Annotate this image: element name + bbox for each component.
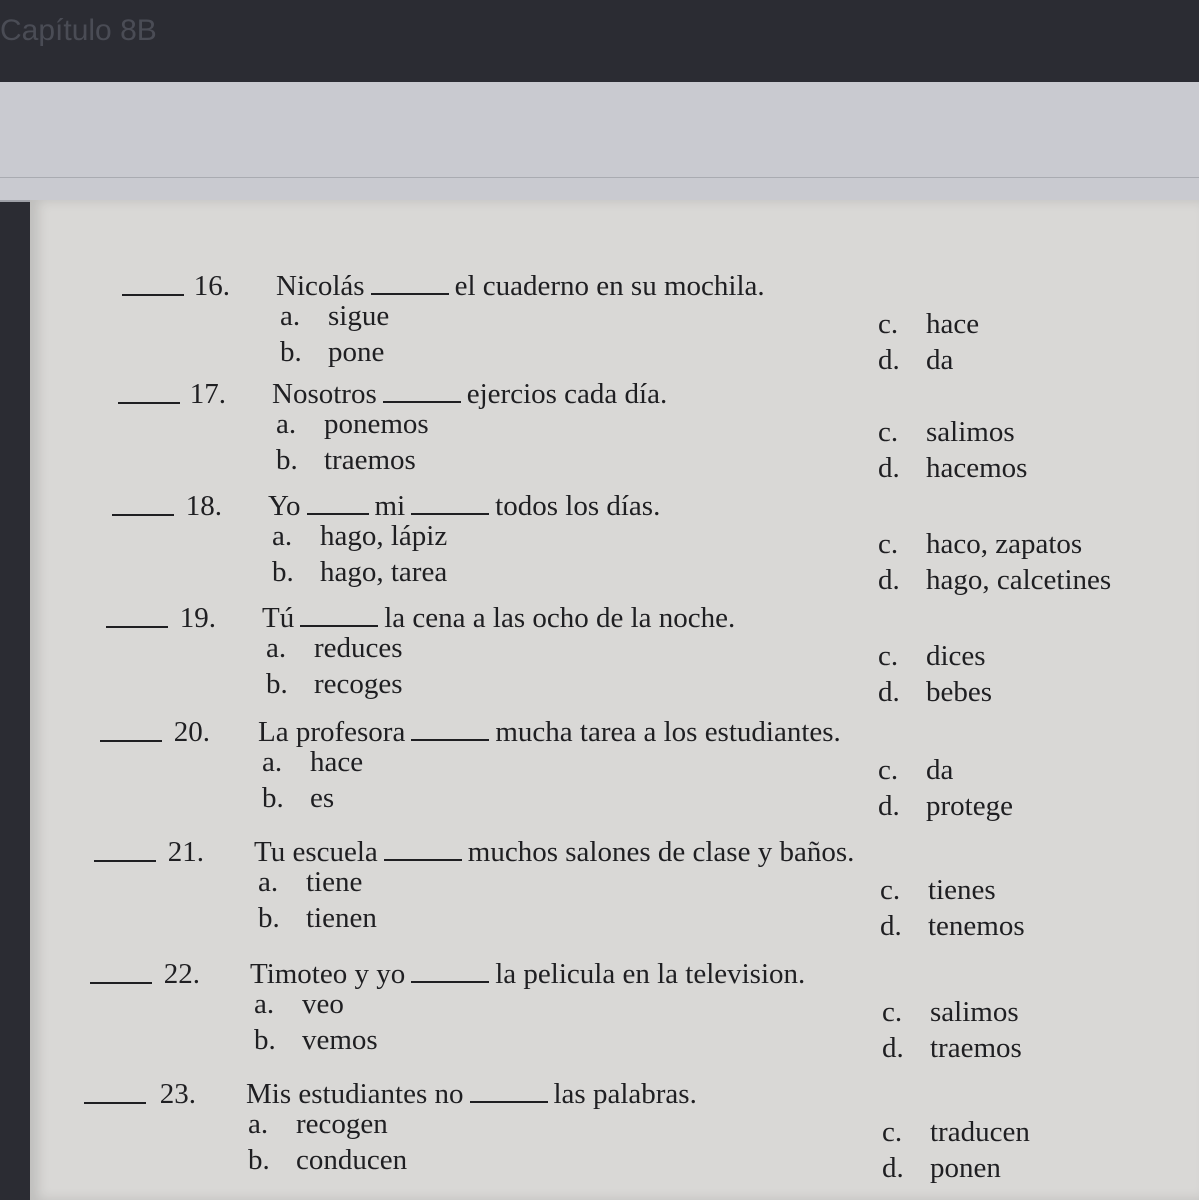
fill-in-gap — [470, 1079, 548, 1103]
answer-option-b — [248, 1144, 407, 1177]
answer-option-d — [878, 564, 1111, 597]
stem-text: todos los días. — [495, 490, 661, 522]
answer-option-b — [258, 902, 377, 935]
answer-option-c — [878, 308, 979, 341]
answer-option-a — [272, 520, 447, 553]
question-stem — [268, 490, 660, 523]
option-letter: d. — [882, 1152, 904, 1184]
option-text: tienes — [928, 874, 996, 906]
option-text: hacemos — [926, 452, 1028, 484]
question-stem — [262, 602, 735, 635]
answer-option-c — [878, 528, 1082, 561]
stem-text: mi — [374, 490, 406, 522]
stem-text: Nosotros — [272, 378, 377, 410]
answer-option-d — [880, 910, 1025, 943]
option-text: conducen — [296, 1144, 408, 1176]
option-letter: c. — [878, 754, 899, 786]
option-letter: d. — [878, 344, 900, 376]
answer-option-c — [878, 416, 1015, 449]
answer-option-b — [266, 668, 403, 701]
option-letter: d. — [880, 910, 902, 942]
option-letter: a. — [276, 408, 297, 440]
option-text: tienen — [306, 902, 377, 934]
stem-text: la pelicula en la television. — [495, 958, 806, 990]
answer-option-c — [882, 996, 1019, 1029]
answer-option-d — [878, 344, 953, 377]
option-text: bebes — [926, 676, 993, 708]
question-number: 21. — [167, 836, 204, 868]
option-letter: d. — [882, 1032, 904, 1064]
question-number: 18. — [185, 490, 222, 522]
answer-option-b — [280, 336, 384, 369]
option-letter: a. — [266, 632, 287, 664]
option-letter: a. — [272, 520, 293, 552]
option-text: es — [310, 782, 335, 814]
stem-text: Mis estudiantes no — [246, 1078, 464, 1110]
option-text: salimos — [926, 416, 1015, 448]
fill-in-gap — [411, 717, 489, 741]
option-text: hago, tarea — [320, 556, 448, 588]
option-letter: b. — [262, 782, 284, 814]
question-number: 20. — [173, 716, 210, 748]
option-text: salimos — [930, 996, 1019, 1028]
answer-option-a — [254, 988, 344, 1021]
option-text: dices — [926, 640, 986, 672]
option-letter: c. — [878, 640, 899, 672]
option-text: tiene — [306, 866, 363, 898]
question-number: 19. — [179, 602, 216, 634]
option-letter: b. — [266, 668, 288, 700]
question-list — [30, 200, 1199, 1200]
answer-option-a — [280, 300, 389, 333]
option-text: ponemos — [324, 408, 429, 440]
question-stem — [272, 378, 667, 411]
fill-in-gap — [300, 603, 378, 627]
answer-option-d — [878, 676, 992, 709]
option-text: haco, zapatos — [926, 528, 1083, 560]
answer-option-d — [882, 1152, 1001, 1185]
option-text: protege — [926, 790, 1013, 822]
answer-option-c — [878, 754, 953, 787]
option-letter: b. — [276, 444, 298, 476]
option-text: da — [926, 344, 954, 376]
question-number: 17. — [189, 378, 226, 410]
option-letter: c. — [878, 528, 899, 560]
option-text: veo — [302, 988, 344, 1020]
option-text: traemos — [930, 1032, 1022, 1064]
option-text: pone — [328, 336, 385, 368]
option-letter: b. — [272, 556, 294, 588]
question-number: 23. — [159, 1078, 196, 1110]
question-number: 22. — [163, 958, 200, 990]
option-text: hace — [310, 746, 364, 778]
worksheet-page — [30, 200, 1199, 1200]
fill-in-gap — [411, 491, 489, 515]
stem-text: Nicolás — [276, 270, 365, 302]
option-letter: c. — [882, 996, 903, 1028]
stem-text: Tu escuela — [254, 836, 378, 868]
answer-option-d — [878, 790, 1013, 823]
answer-option-a — [248, 1108, 388, 1141]
option-text: hace — [926, 308, 980, 340]
option-text: hago, lápiz — [320, 520, 448, 552]
option-letter: d. — [878, 790, 900, 822]
option-letter: b. — [280, 336, 302, 368]
option-letter: b. — [258, 902, 280, 934]
answer-option-b — [276, 444, 416, 477]
option-letter: a. — [248, 1108, 269, 1140]
question-stem — [246, 1078, 697, 1111]
answer-option-d — [882, 1032, 1022, 1065]
stem-text: la cena a las ocho de la noche. — [384, 602, 736, 634]
stem-text: ejercios cada día. — [466, 378, 668, 410]
option-letter: d. — [878, 452, 900, 484]
option-text: recoges — [314, 668, 403, 700]
option-text: da — [926, 754, 954, 786]
answer-option-a — [276, 408, 429, 441]
answer-option-c — [880, 874, 996, 907]
option-letter: d. — [878, 564, 900, 596]
option-letter: a. — [280, 300, 301, 332]
answer-option-b — [254, 1024, 378, 1057]
toolbar — [0, 82, 1199, 202]
option-letter: d. — [878, 676, 900, 708]
fill-in-gap — [411, 959, 489, 983]
stem-text: Yo — [268, 490, 301, 522]
answer-option-d — [878, 452, 1027, 485]
option-text: vemos — [302, 1024, 378, 1056]
option-letter: c. — [880, 874, 901, 906]
option-text: hago, calcetines — [926, 564, 1112, 596]
stem-text: La profesora — [258, 716, 406, 748]
option-letter: a. — [254, 988, 275, 1020]
option-text: reduces — [314, 632, 403, 664]
option-text: sigue — [328, 300, 390, 332]
option-text: traducen — [930, 1116, 1030, 1148]
answer-option-a — [262, 746, 363, 779]
answer-option-b — [272, 556, 447, 589]
stem-text: Tú — [262, 602, 295, 634]
option-text: traemos — [324, 444, 416, 476]
toolbar-divider — [0, 177, 1199, 196]
fill-in-gap — [307, 491, 369, 515]
option-text: recogen — [296, 1108, 388, 1140]
fill-in-gap — [383, 379, 461, 403]
answer-option-b — [262, 782, 334, 815]
option-letter: a. — [258, 866, 279, 898]
stem-text: el cuaderno en su mochila. — [454, 270, 765, 302]
question-number: 16. — [193, 270, 230, 302]
stem-text: muchos salones de clase y baños. — [467, 836, 855, 868]
option-letter: c. — [882, 1116, 903, 1148]
stem-text: Timoteo y yo — [250, 958, 406, 990]
answer-option-a — [266, 632, 403, 665]
option-letter: c. — [878, 416, 899, 448]
answer-option-a — [258, 866, 362, 899]
stem-text: mucha tarea a los estudiantes. — [495, 716, 841, 748]
option-text: tenemos — [928, 910, 1025, 942]
question-stem — [258, 716, 841, 749]
option-letter: b. — [254, 1024, 276, 1056]
option-text: ponen — [930, 1152, 1001, 1184]
window-title: Capítulo 8B — [0, 14, 157, 47]
option-letter: c. — [878, 308, 899, 340]
answer-option-c — [878, 640, 986, 673]
option-letter: b. — [248, 1144, 270, 1176]
question-stem — [254, 836, 854, 869]
answer-option-c — [882, 1116, 1030, 1149]
fill-in-gap — [371, 271, 449, 295]
fill-in-gap — [384, 837, 462, 861]
question-stem — [276, 270, 765, 303]
option-letter: a. — [262, 746, 283, 778]
question-stem — [250, 958, 805, 991]
stem-text: las palabras. — [553, 1078, 697, 1110]
